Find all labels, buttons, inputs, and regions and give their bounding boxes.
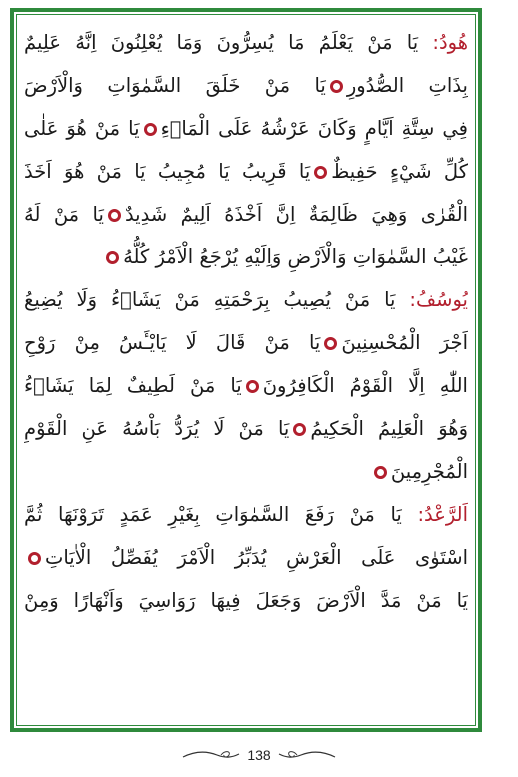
verse-text: يَا مَنْ مَدَّ الْاَرْضَ وَجَعَلَ فِيهَا رَوَاسِيَ وَاَنْهَارًا وَمِنْ (24, 588, 468, 612)
verse-text: يَا مَنْ لَا يُرَدُّ بَاْسُهُ عَنِ الْقَوْمِ (24, 417, 290, 441)
text-line (24, 151, 468, 194)
verse-text: يَا مَنْ يَعْلَمُ مَا يُسِرُّونَ وَمَا يُعْلِنُونَ اِنَّهُ عَلِيمٌ (24, 31, 419, 54)
ring-separator-icon (108, 209, 121, 222)
surah-heading: يُوسُفُ: (409, 288, 468, 312)
text-line (24, 365, 468, 408)
text-line (24, 236, 468, 279)
verse-text: يَا مَنْ لَهُ (24, 202, 104, 226)
verse-text: وَهُوَ الْعَلِيمُ الْحَكِيمُ (310, 417, 468, 441)
text-line (24, 451, 468, 494)
verse-text: اَجْرَ الْمُحْسِنِينَ (341, 331, 468, 355)
verse-text: يَا قَرِيبُ يَا مُجِيبُ يَا مَنْ هُوَ اَخَذَ (24, 159, 311, 183)
swirl-ornament-icon (181, 748, 241, 762)
ring-separator-icon (374, 466, 387, 479)
text-line (24, 108, 468, 151)
verse-text: اسْتَوٰى عَلَى الْعَرْشِ يُدَبِّرُ الْاَمْرَ يُفَصِّلُ الْاٰيَاتِ (45, 545, 468, 569)
verse-text: يَا مَنْ خَلَقَ السَّمٰوَاتِ وَالْاَرْضَ (24, 73, 326, 97)
verse-text: يَا مَنْ لَطِيفٌ لِمَا يَشَاۤءُ (24, 374, 242, 398)
ring-separator-icon (28, 552, 41, 565)
text-line (24, 322, 468, 365)
verse-text: كُلِّ شَيْءٍ حَفِيظٌ (331, 159, 468, 183)
verse-text: بِذَاتِ الصُّدُورِ (346, 73, 468, 97)
text-line (24, 537, 468, 580)
page-footer (0, 740, 518, 770)
text-line (24, 194, 468, 237)
verse-text: يَا مَنْ يُصِيبُ بِرَحْمَتِهِ مَنْ يَشَاۤءُ وَلَا يُضِيعُ (24, 288, 396, 312)
surah-heading: اَلرَّعْدُ: (417, 502, 468, 526)
ring-separator-icon (330, 80, 343, 93)
surah-heading: هُودُ: (432, 31, 468, 54)
swirl-ornament-icon (277, 748, 337, 762)
verse-text: الْمُجْرِمِينَ (390, 459, 468, 483)
prayer-text-block (24, 22, 468, 722)
text-line (24, 22, 468, 65)
ring-separator-icon (144, 123, 157, 136)
verse-text: يَا مَنْ قَالَ لَا يَايْـَٔسُ مِنْ رَوْحِ (24, 331, 321, 355)
text-line (24, 580, 468, 623)
verse-text: الْقُرٰى وَهِيَ ظَالِمَةٌ اِنَّ اَخْذَهُ اَلِيمٌ شَدِيدٌ (124, 202, 468, 226)
page-number: 138 (247, 747, 271, 763)
verse-text: فِي سِتَّةِ اَيَّامٍ وَكَانَ عَرْشُهُ عَلَى الْمَاۤءِ (160, 116, 468, 140)
verse-text: يَا مَنْ هُوَ عَلٰى (24, 116, 140, 140)
text-line (24, 65, 468, 108)
text-line (24, 408, 468, 451)
ring-separator-icon (324, 337, 337, 350)
ring-separator-icon (314, 166, 327, 179)
ring-separator-icon (246, 380, 259, 393)
text-line (24, 494, 468, 537)
verse-text: غَيْبُ السَّمٰوَاتِ وَالْاَرْضِ وَاِلَيْهِ يُرْجَعُ الْاَمْرُ كُلُّهُ (123, 245, 468, 269)
ring-separator-icon (293, 423, 306, 436)
verse-text: اللّٰهِ اِلَّا الْقَوْمُ الْكَافِرُونَ (262, 374, 468, 398)
text-line (24, 279, 468, 322)
verse-text: يَا مَنْ رَفَعَ السَّمٰوَاتِ بِغَيْرِ عَمَدٍ تَرَوْنَهَا ثُمَّ (24, 502, 402, 526)
ring-separator-icon (106, 251, 119, 264)
